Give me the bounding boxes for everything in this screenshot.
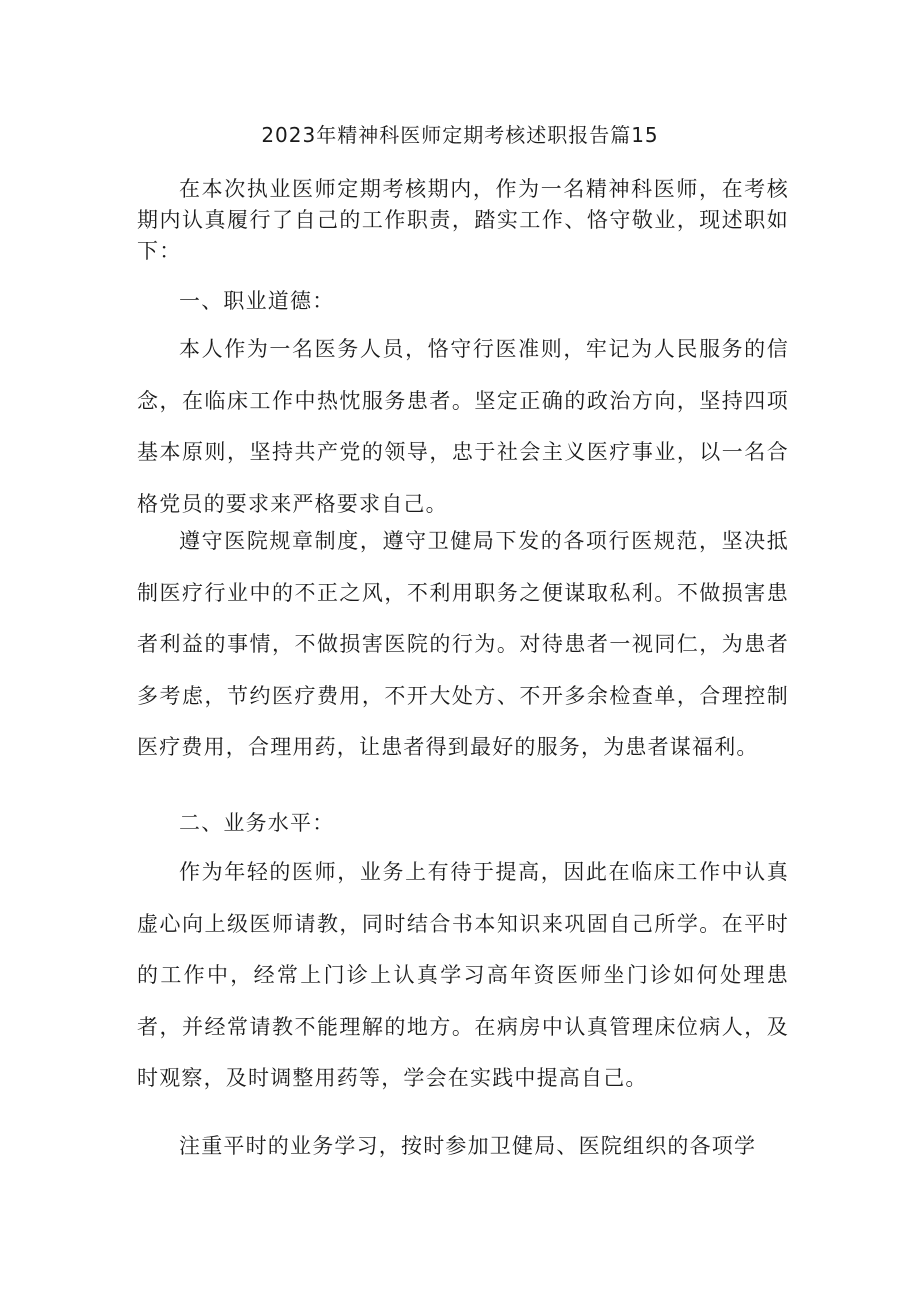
ethics-paragraph-1: 本人作为一名医务人员，恪守行医准则，牢记为人民服务的信念，在临床工作中热忱服务患者。坚定正确的政治方向，坚持四项基本原则，坚持共产党的领导，忠于社会主义医疗事业，以一名合格党员的要求来严格要求自己。 xyxy=(137,337,789,516)
section-heading-skills: 二、业务水平： xyxy=(179,811,335,835)
skills-paragraph-1: 作为年轻的医师，业务上有待于提高，因此在临床工作中认真虚心向上级医师请教，同时结合书本知识来巩固自己所学。在平时的工作中，经常上门诊上认真学习高年资医师坐门诊如何处理患者，并经常请教不能理解的地方。在病房中认真管理床位病人，及时观察，及时调整用药等，学会在实践中提高自己。 xyxy=(137,860,789,1090)
ethics-paragraph-2: 遵守医院规章制度，遵守卫健局下发的各项行医规范，坚决抵制医疗行业中的不正之风，不利用职务之便谋取私利。不做损害患者利益的事情，不做损害医院的行为。对待患者一视同仁，为患者多考虑，节约医疗费用，不开大处方、不开多余检查单，合理控制医疗费用，合理用药，让患者得到最好的服务，为患者谋福利。 xyxy=(137,529,789,759)
section-heading-ethics: 一、职业道德： xyxy=(179,289,335,313)
intro-paragraph: 在本次执业医师定期考核期内，作为一名精神科医师，在考核期内认真履行了自己的工作职责，踏实工作、恪守敬业，现述职如下： xyxy=(137,177,789,263)
document-title: 2023年精神科医师定期考核述职报告篇15 xyxy=(261,123,659,147)
skills-paragraph-2: 注重平时的业务学习，按时参加卫健局、医院组织的各项学 xyxy=(179,1134,757,1158)
